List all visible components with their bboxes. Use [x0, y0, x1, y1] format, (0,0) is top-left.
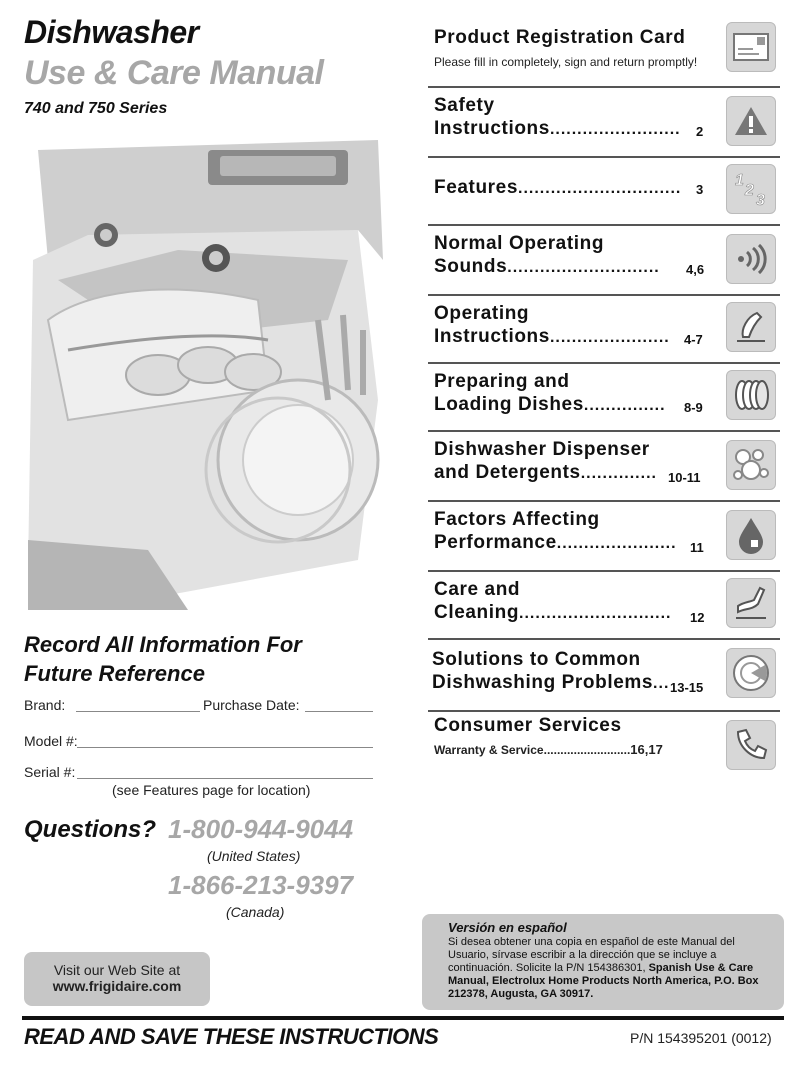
toc-operating[interactable]: [428, 294, 780, 364]
toc-dots: ...............: [583, 397, 666, 414]
toc-safety-page: 2: [696, 124, 704, 139]
toc-dots: ..........................: [543, 743, 631, 757]
purchase-date-field[interactable]: [305, 697, 373, 712]
record-heading-line1: Record All Information For: [24, 632, 302, 657]
toc-detergents-line1: Dishwasher Dispenser: [434, 439, 650, 460]
toc-dots: ..............................: [518, 180, 682, 197]
series-label: 740 and 750 Series: [24, 100, 168, 117]
toc-detergents-page: 10-11: [668, 470, 701, 485]
toc-cleaning[interactable]: [428, 570, 780, 640]
toc-cleaning-line1: Care and: [434, 579, 521, 600]
toc-performance-line1: Factors Affecting: [434, 509, 600, 530]
toc-dots: ............................: [519, 605, 672, 622]
toc-consumer-services[interactable]: [428, 710, 780, 780]
toc-performance[interactable]: [428, 500, 780, 572]
toc-operating-line2: Instructions: [434, 326, 550, 347]
toc-registration[interactable]: [428, 16, 780, 88]
toc-solutions-line2: Dishwashing Problems: [432, 672, 654, 693]
toc-dots: ...: [653, 675, 670, 692]
phone-canada[interactable]: 1-866-213-9397: [168, 870, 354, 900]
toc-loading-page: 8-9: [684, 400, 703, 415]
record-heading: [24, 630, 302, 688]
toc-dots: ......................: [549, 329, 670, 346]
toc-dots: ......................: [556, 535, 677, 552]
registration-title: Product Registration Card: [434, 27, 686, 48]
serial-field[interactable]: [77, 764, 373, 779]
toc-features-line1: Features: [434, 177, 519, 198]
toc-safety-line2: Instructions: [434, 118, 550, 139]
hand-press-icon: [726, 302, 776, 352]
toc-sounds-page: 4,6: [686, 262, 705, 277]
toc-dots: ............................: [507, 259, 660, 276]
dishwasher-illustration: [28, 140, 388, 610]
toc-cleaning-line2: Cleaning: [434, 602, 520, 623]
serial-label: Serial #:: [24, 764, 76, 780]
spanish-body-bold: Spanish Use & Care Manual, Electrolux Home Products North America, P.O. Box 212378, Augusta, GA 30917.: [448, 962, 759, 1000]
toc-performance-page: 11: [690, 540, 704, 555]
warning-icon: [726, 96, 776, 146]
toc-sounds[interactable]: [428, 224, 780, 296]
toc-detergents-line2: and Detergents: [434, 462, 581, 483]
sound-waves-icon: [726, 234, 776, 284]
toc-features[interactable]: [428, 156, 780, 226]
toc-loading-line2: Loading Dishes: [434, 394, 584, 415]
toc-sounds-line2: Sounds: [434, 256, 508, 277]
consumer-sub: Warranty & Service: [434, 743, 544, 757]
serial-row: [24, 764, 374, 782]
svg-text:2: 2: [745, 182, 754, 199]
toc-dots: ..............: [580, 465, 657, 482]
toc-features-page: 3: [696, 182, 704, 197]
consumer-page: 16,17: [630, 742, 663, 757]
toc-cleaning-page: 12: [690, 610, 705, 625]
footer-instructions: READ AND SAVE THESE INSTRUCTIONS: [24, 1024, 439, 1049]
toc-operating-page: 4-7: [684, 332, 703, 347]
toc-safety-line1: Safety: [434, 95, 495, 116]
envelope-icon: [726, 22, 776, 72]
numbers-icon: [726, 164, 776, 214]
toc-loading-line1: Preparing and: [434, 371, 570, 392]
toc-loading[interactable]: [428, 362, 780, 432]
record-heading-line2: Future Reference: [24, 661, 205, 686]
stacked-plates-icon: [726, 370, 776, 420]
manual-subtitle: Use & Care Manual: [24, 54, 324, 92]
bubbles-icon: [726, 440, 776, 490]
table-of-contents: [428, 16, 780, 1016]
model-label: Model #:: [24, 733, 78, 749]
country-us: (United States): [207, 848, 301, 864]
purchase-date-label: Purchase Date:: [203, 697, 300, 713]
phone-us[interactable]: 1-800-944-9044: [168, 814, 354, 844]
consumer-title: Consumer Services: [434, 715, 622, 736]
website-intro: Visit our Web Site at: [53, 962, 181, 978]
country-canada: (Canada): [226, 904, 285, 920]
toc-solutions-line1: Solutions to Common: [432, 649, 641, 670]
svg-text:3: 3: [756, 192, 765, 209]
toc-dots: ........................: [549, 121, 681, 138]
spanish-title: Versión en español: [448, 920, 567, 935]
toc-detergents[interactable]: [428, 430, 780, 502]
phone-icon: [726, 720, 776, 770]
footer-rule: [22, 1016, 784, 1020]
spanish-body-plain: Si desea obtener una copia en español de este Manual del Usuario, sírvase escribir a la dirección que se incluye a continuación. Solicite la P/N 154386301,: [448, 936, 735, 974]
model-field[interactable]: [77, 733, 373, 748]
toc-solutions[interactable]: [428, 638, 780, 712]
part-number: P/N 154395201 (0012): [630, 1030, 772, 1046]
toc-performance-line2: Performance: [434, 532, 557, 553]
spanish-body: [448, 936, 778, 1001]
toc-solutions-page: 13-15: [670, 680, 704, 695]
plate-icon: [726, 648, 776, 698]
toc-operating-line1: Operating: [434, 303, 530, 324]
cleaning-hand-icon: [726, 578, 776, 628]
water-drop-icon: [726, 510, 776, 560]
toc-sounds-line1: Normal Operating: [434, 233, 605, 254]
registration-note: Please fill in completely, sign and return promptly!: [434, 55, 698, 69]
manual-title: Dishwasher: [24, 14, 199, 50]
model-row: [24, 733, 374, 751]
questions-label: Questions?: [24, 816, 157, 843]
brand-row: [24, 697, 374, 715]
serial-note: (see Features page for location): [112, 782, 311, 798]
brand-label: Brand:: [24, 697, 66, 713]
website-box: [24, 952, 210, 1006]
spanish-version-box: [422, 914, 784, 1010]
toc-safety[interactable]: [428, 86, 780, 158]
website-link[interactable]: www.frigidaire.com: [52, 978, 182, 994]
brand-field[interactable]: [76, 697, 200, 712]
svg-text:1: 1: [735, 172, 744, 189]
